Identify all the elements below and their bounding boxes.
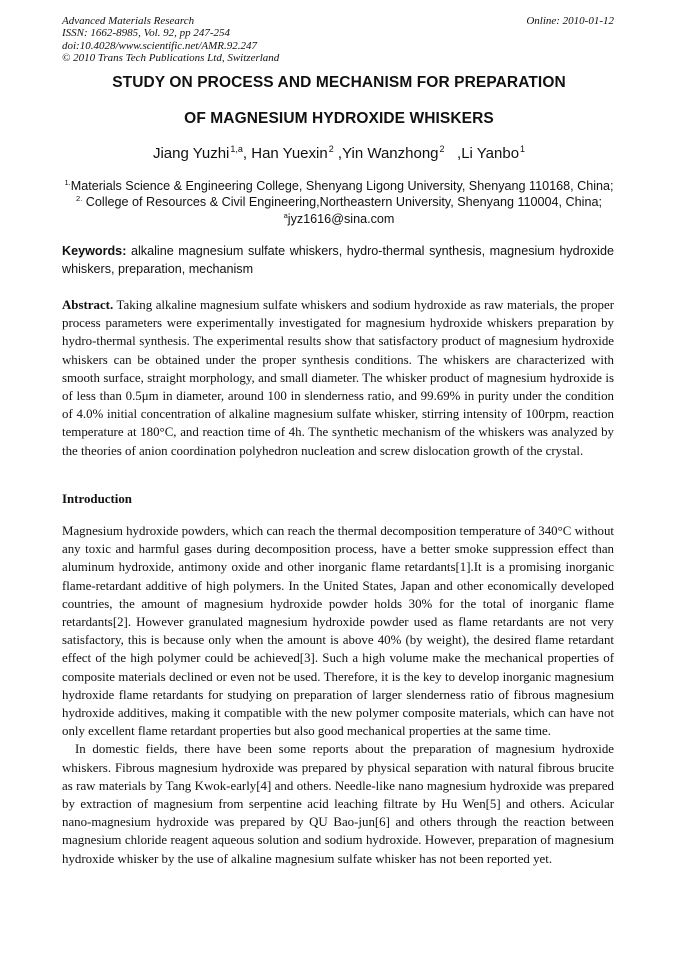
author-separator: , [333, 145, 343, 162]
title-line-1: STUDY ON PROCESS AND MECHANISM FOR PREPARATION [112, 74, 566, 91]
author-name: Yin Wanzhong [342, 145, 439, 162]
journal-name: Advanced Materials Research [62, 15, 195, 27]
doi-line: doi:10.4028/www.scientific.net/AMR.92.247 [62, 39, 258, 52]
section-heading-introduction: Introduction [62, 492, 132, 506]
paragraph: In domestic fields, there have been some reports about the preparation of magnesium hydroxide whiskers. Fibrous magnesium hydroxide was prepared by physical separation with natural fibrous brucite as raw materials by Tang Kwok-early[4] and others. Needle-like nano magnesium hydroxide was prepared by extraction of magnesium from serpentine acid leaching filtrate by Hu Wen[5] and others. Acicular nano-magnesium hydroxide was prepared by QU Bao-jun[6] and others through the reaction between magnesium chloride reagent aqueous solution and sodium hydroxide. However, preparation of magnesium hydroxide whisker by the use of alkaline magnesium sulfate whisker has not been reported yet. [62, 742, 614, 866]
journal-header [62, 15, 279, 65]
author-sup: 1 [520, 144, 526, 154]
paragraph: Magnesium hydroxide powders, which can reach the thermal decomposition temperature of 340°C without any toxic and harmful gases during decomposition process, have a better smoke suppression effect than aluminum hydroxide, antimony oxide and other inorganic flame retardants[1].It is a promising inorganic flame-retardant additive of high polymers. In the United States, Japan and other economically developed countries, the amount of magnesium hydroxide powder holds 30% for the total of inorganic flame retardants[2]. However granulated magnesium hydroxide powder used as flame retardants are not very satisfactory, this is because only when the amount is above 40% (by weight), the desired flame retardant effect of the high polymer could be achieved[3]. Such a high volume make the mechanical properties of composite materials declined or even not be used. Therefore, it is the key to develop inorganic magnesium hydroxide flame retardants for studying on preparation of larger slenderness ratio of fibrous magnesium hydroxide additives, making it compatible with the new polymer composite materials, which can have not only excellent flame retardant properties but also good mechanical properties at the same time. [62, 524, 614, 739]
author-name: Li Yanbo [461, 145, 520, 162]
author-email [62, 207, 616, 228]
author-list [62, 144, 616, 162]
copyright-line: © 2010 Trans Tech Publications Ltd, Switzerland [62, 52, 280, 65]
abstract-label: Abstract. [62, 298, 114, 312]
keywords [62, 242, 614, 278]
abstract [62, 296, 614, 460]
author-name: Jiang Yuzhi [152, 145, 230, 162]
affiliation-sup: 1. [64, 178, 71, 187]
author-sup: 1,a [230, 144, 243, 154]
online-date: Online: 2010-01-12 [526, 15, 614, 27]
author-separator: , [444, 145, 462, 162]
author-separator: , [242, 145, 252, 162]
affiliation-sup: a [283, 211, 288, 220]
affiliation-text: College of Resources & Civil Engineering,Northeastern University, Shenyang 110004, China; [82, 195, 602, 209]
author-sup: 2 [328, 144, 334, 154]
issn-line: ISSN: 1662-8985, Vol. 92, pp 247-254 [62, 27, 231, 40]
abstract-text: Taking alkaline magnesium sulfate whiskers and sodium hydroxide as raw materials, the proper process parameters were experimentally investigated for magnesium hydroxide whiskers preparation by hydro-thermal synthesis. The experimental results show that satisfactory product of magnesium hydroxide whiskers can be obtained under the proper synthesis conditions. The whiskers are characterized with smooth surface, straight morphology, and small diameter. The whisker product of magnesium hydroxide is of less than 0.5μm in diameter, around 100 in slenderness ratio, and 99.69% in purity under the condition of 4.0% initial concentration of alkaline magnesium sulfate whisker, stirring intensity of 100rpm, reaction temperature at 180°C, and reaction time of 4h. The synthetic mechanism of the whiskers was analyzed by the theories of anion coordination polyhedron nucleation and screw dislocation growth of the crystal. [62, 298, 614, 458]
email-link[interactable]: jyz1616@sina.com [287, 212, 395, 226]
affiliation-text: Materials Science & Engineering College, Shenyang Ligong University, Shenyang 110168, China; [70, 179, 614, 193]
affiliation-sup: 2. [76, 194, 83, 203]
keywords-text: alkaline magnesium sulfate whiskers, hydro-thermal synthesis, magnesium hydroxide whiskers, preparation, mechanism [62, 244, 614, 276]
keywords-label: Keywords: [62, 244, 127, 258]
introduction-body [62, 522, 614, 868]
author-sup: 2 [439, 144, 445, 154]
title-line-2: OF MAGNESIUM HYDROXIDE WHISKERS [184, 110, 494, 127]
author-name: Han Yuexin [251, 145, 328, 162]
